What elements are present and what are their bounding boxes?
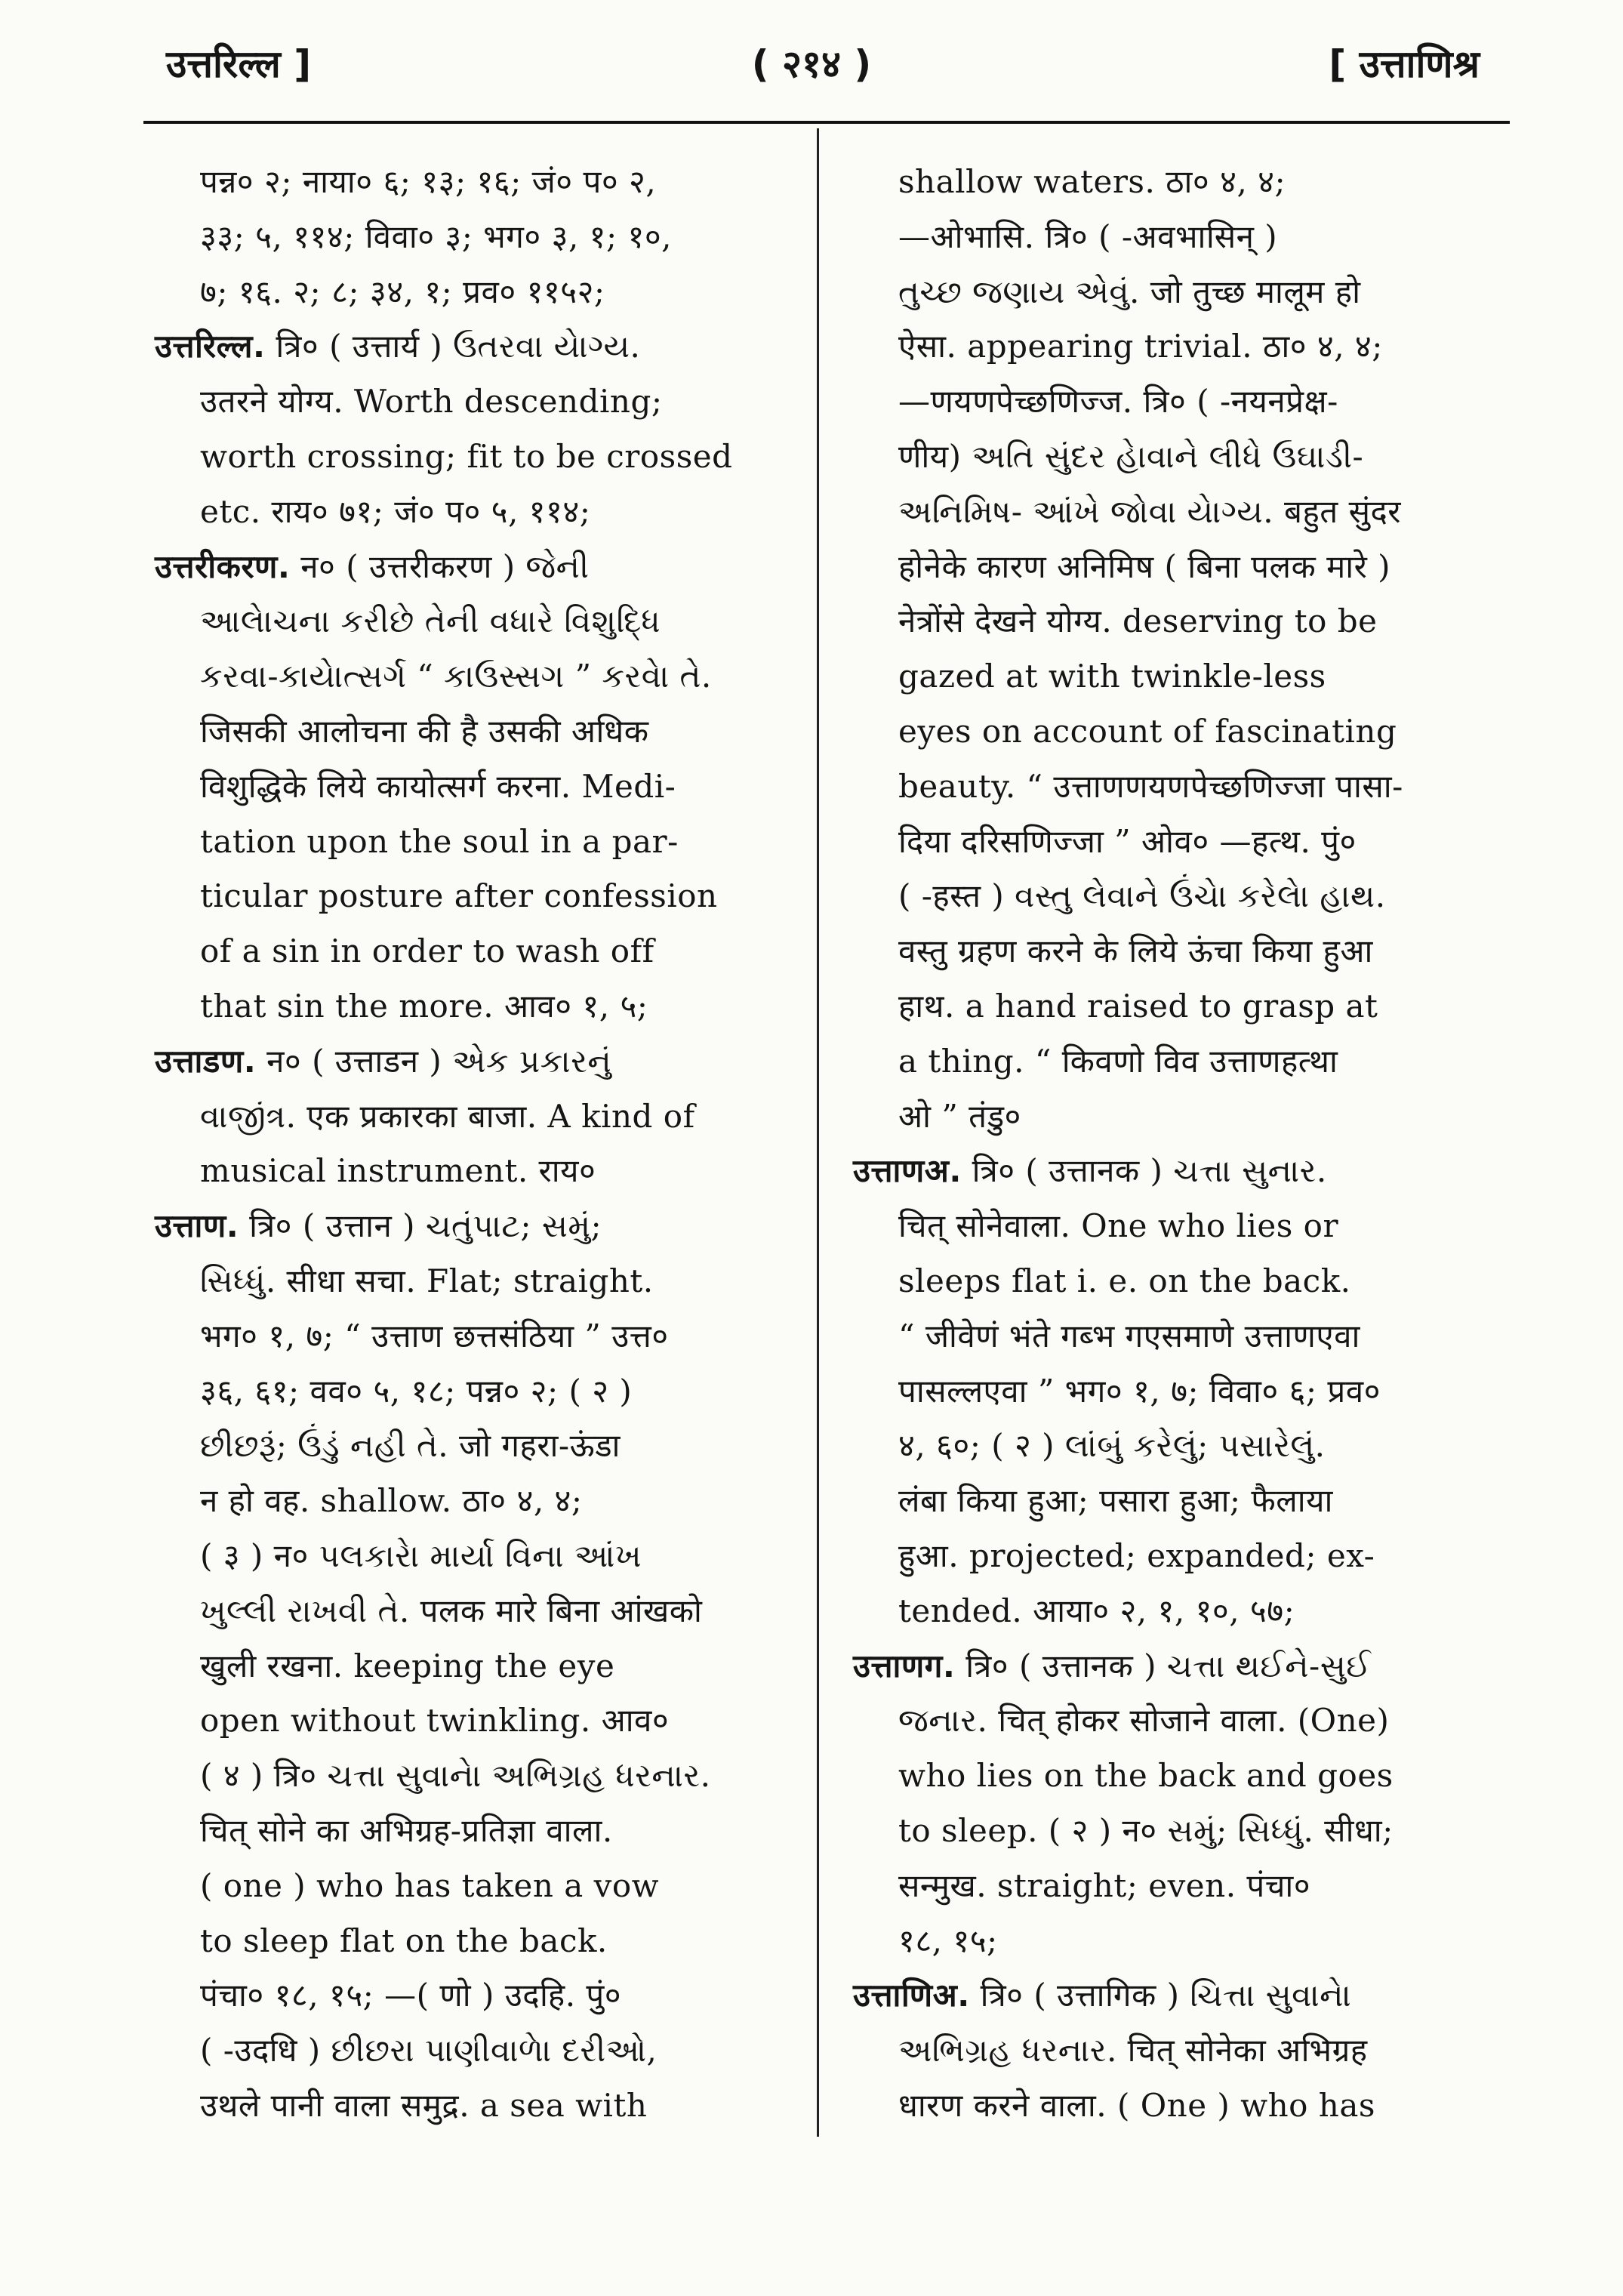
entry-line: ( ३ ) न० પલકારેા માર્યા વિના આંખ xyxy=(200,1536,642,1574)
entry-line: हाथ. a hand raised to grasp at xyxy=(898,987,1378,1025)
entry-line: ( ४ ) त्रि० ચત્તા સુવાનેા અભિગ્રહ ધરનાર. xyxy=(200,1757,711,1795)
header-rule xyxy=(143,121,1510,124)
entry-headline xyxy=(155,319,781,374)
entry-line: છીછરૂં; ઉંડું નહી તે. जो गहरा-ऊंडा xyxy=(200,1427,621,1465)
entry-line: shallow waters. ठा० ४, ४; xyxy=(898,163,1286,200)
entry-line: tation upon the soul in a par- xyxy=(200,822,679,860)
entry-line: हुआ. projected; expanded; ex- xyxy=(898,1536,1375,1574)
entry-text: त्रि० ( उत्तानक ) ચત્તા સુનાર. xyxy=(961,1152,1327,1190)
entry-line: विशुद्धिके लिये कायोत्सर्ग करना. Medi- xyxy=(200,767,676,805)
entry-headline xyxy=(853,1144,1480,1199)
entry-line: खुली रखना. keeping the eye xyxy=(200,1647,615,1684)
entry-line: पन्न० २; नाया० ६; १३; १६; जं० प० २, xyxy=(200,163,657,200)
entry-text: त्रि० ( उत्तागिक ) ચિત્તા સુવાનેા xyxy=(969,1977,1352,2014)
headword: उत्तरीकरण. xyxy=(155,547,291,585)
entry-line: सन्मुख. straight; even. पंचा० xyxy=(898,1866,1311,1904)
running-head-left: उत्तरिल्ल ] xyxy=(166,42,312,86)
entry-text: त्रि० ( उत्तार्य ) ઉતરવા યેાગ્ય. xyxy=(265,328,641,365)
entry-line: लंबा किया हुआ; पसारा हुआ; फैलाया xyxy=(898,1482,1333,1520)
entry-headline xyxy=(155,1034,781,1089)
entry-headline xyxy=(853,1968,1480,2023)
headword: उत्ताणिअ. xyxy=(853,1977,970,2014)
entry-line: ३६, ६१; वव० ५, १८; पन्न० २; ( २ ) xyxy=(200,1372,633,1410)
column-divider xyxy=(817,128,819,2137)
entry-line: पासल्लएवा ” भग० १, ७; विवा० ६; प्रव० xyxy=(898,1372,1381,1410)
entry-text: न० ( उत्ताडन ) એક પ્રકારનું xyxy=(256,1042,612,1080)
entry-line: ऐसा. appearing trivial. ठा० ४, ४; xyxy=(898,328,1383,365)
entry-text: त्रि० ( उत्तानक ) ચત્તા થઈને-સુઈ xyxy=(955,1647,1372,1684)
entry-line: કરવા-કાયેાત્સર્ગ “ કાઉસ્સગ ” કરવેા તે. xyxy=(200,658,712,695)
entry-line: to sleep flat on the back. xyxy=(200,1922,608,1959)
entry-line: જનાર. चित् होकर सोजाने वाला. (One) xyxy=(898,1702,1390,1740)
entry-line: नेत्रोंसे देखने योग्य. deserving to be xyxy=(898,603,1378,640)
entry-line: ખુલ્લી રાખવી તે. पलक मारे बिना आंखको xyxy=(200,1592,703,1629)
entry-line: वस्तु ग्रहण करने के लिये ऊंचा किया हुआ xyxy=(898,932,1373,970)
entry-line: णीय) અતિ સુંદર હેાવાને લીધે ઉઘાડી- xyxy=(898,437,1364,475)
entry-line: અભિગ્રહ ધરનાર. चित् सोनेका अभिग्रह xyxy=(898,2032,1368,2069)
entry-headline xyxy=(155,1199,781,1254)
entry-line: न हो वह. shallow. ठा० ४, ४; xyxy=(200,1482,583,1520)
page-number: ( २१४ ) xyxy=(751,42,872,86)
entry-text: न० ( उत्तरीकरण ) જેની xyxy=(290,547,590,585)
running-head-right: [ उत्ताणिश्र xyxy=(1329,42,1480,86)
entry-line: ४, ६०; ( २ ) લાંબું કરેલું; પસારેલું. xyxy=(898,1427,1326,1465)
entry-line: worth crossing; fit to be crossed xyxy=(200,437,733,475)
entry-headline xyxy=(155,540,781,595)
entry-line: સિધ્ધું. सीधा सचा. Flat; straight. xyxy=(200,1262,654,1299)
entry-line: धारण करने वाला. ( One ) who has xyxy=(898,2086,1375,2124)
entry-line: who lies on the back and goes xyxy=(898,1757,1394,1795)
entry-line: “ जीवेणं भंते गब्भ गएसमाणे उत्ताणएवा xyxy=(898,1317,1360,1354)
entry-line: ७; १६. २; ८; ३४, १; प्रव० ११५२; xyxy=(200,273,605,310)
entry-line: of a sin in order to wash off xyxy=(200,932,654,970)
entry-line: भग० १, ७; “ उत्ताण छत्तसंठिया ” उत्त० xyxy=(200,1317,669,1354)
entry-line: उथले पानी वाला समुद्र. a sea with xyxy=(200,2086,648,2124)
entry-line: ( one ) who has taken a vow xyxy=(200,1866,660,1904)
entry-line: ( -हस्त ) વસ્તુ લેવાને ઉંચેા કરેલેા હાથ. xyxy=(898,877,1386,915)
entry-line: અનિમિષ- આંખે જોવા યેાગ્ય. बहुत सुंदर xyxy=(898,492,1401,530)
entry-line: gazed at with twinkle-less xyxy=(898,658,1326,695)
entry-line: १८, १५; xyxy=(898,1922,998,1959)
entry-line: a thing. “ किवणो विव उत्ताणहत्था xyxy=(898,1042,1338,1080)
entry-line: चित् सोने का अभिग्रह-प्रतिज्ञा वाला. xyxy=(200,1811,613,1849)
entry-line: open without twinkling. आव० xyxy=(200,1702,670,1740)
entry-line: जिसकी आलोचना की है उसकी अधिक xyxy=(200,712,649,750)
entry-line: tended. आया० २, १, १०, ५७; xyxy=(898,1592,1295,1629)
entry-line: that sin the more. आव० १, ५; xyxy=(200,987,648,1025)
entry-line: વાજીંત્ર. एक प्रकारका बाजा. A kind of xyxy=(200,1097,695,1135)
entry-line: —णयणपेच्छणिज्ज. त्रि० ( -नयनप्रेक्ष- xyxy=(898,383,1338,421)
headword: उत्ताणअ. xyxy=(853,1152,962,1190)
entry-text: त्रि० ( उत्तान ) ચતુંપાટ; સમું; xyxy=(239,1207,602,1245)
headword: उत्ताडण. xyxy=(155,1042,257,1080)
left-column xyxy=(155,155,781,2134)
entry-line: ticular posture after confession xyxy=(200,877,718,915)
entry-line: musical instrument. राय० xyxy=(200,1152,596,1190)
entry-line: दिया दरिसणिज्जा ” ओव० —हत्थ. पुं० xyxy=(898,822,1357,860)
entry-line: ओ ” तंडु० xyxy=(898,1097,1021,1135)
entry-line: to sleep. ( २ ) न० સમું; સિધ્ધું. सीधा; xyxy=(898,1811,1394,1849)
entry-line: उतरने योग्य. Worth descending; xyxy=(200,383,663,421)
headword: उत्ताणग. xyxy=(853,1647,956,1684)
entry-line: चित् सोनेवाला. One who lies or xyxy=(898,1207,1339,1245)
page-header xyxy=(143,30,1480,98)
headword: उत्ताण. xyxy=(155,1207,239,1245)
entry-line: eyes on account of fascinating xyxy=(898,712,1397,750)
entry-line: ( -उदधि ) છીછરા પાણીવાળેા દરીઓ, xyxy=(200,2032,658,2069)
entry-line: पंचा० १८, १५; —( णो ) उदहि. पुं० xyxy=(200,1977,622,2014)
entry-line: ३३; ५, ११४; विवा० ३; भग० ३, १; १०, xyxy=(200,217,673,255)
entry-line: —ओभासि. त्रि० ( -अवभासिन् ) xyxy=(898,217,1278,255)
entry-line: આલેાચના કરીછે તેની વધારે વિશુદ્ધિ xyxy=(200,603,661,640)
headword: उत्तरिल्ल. xyxy=(155,328,266,365)
entry-line: होनेके कारण अनिमिष ( बिना पलक मारे ) xyxy=(898,547,1391,585)
entry-line: beauty. “ उत्ताणणयणपेच्छणिज्जा पासा- xyxy=(898,767,1403,805)
entry-line: etc. राय० ७१; जं० प० ५, ११४; xyxy=(200,492,591,530)
entry-line: તુચ્છ જણાય એવું. जो तुच्छ मालूम हो xyxy=(898,273,1361,310)
right-column xyxy=(853,155,1480,2134)
entry-headline xyxy=(853,1639,1480,1694)
entry-line: sleeps flat i. e. on the back. xyxy=(898,1262,1351,1299)
